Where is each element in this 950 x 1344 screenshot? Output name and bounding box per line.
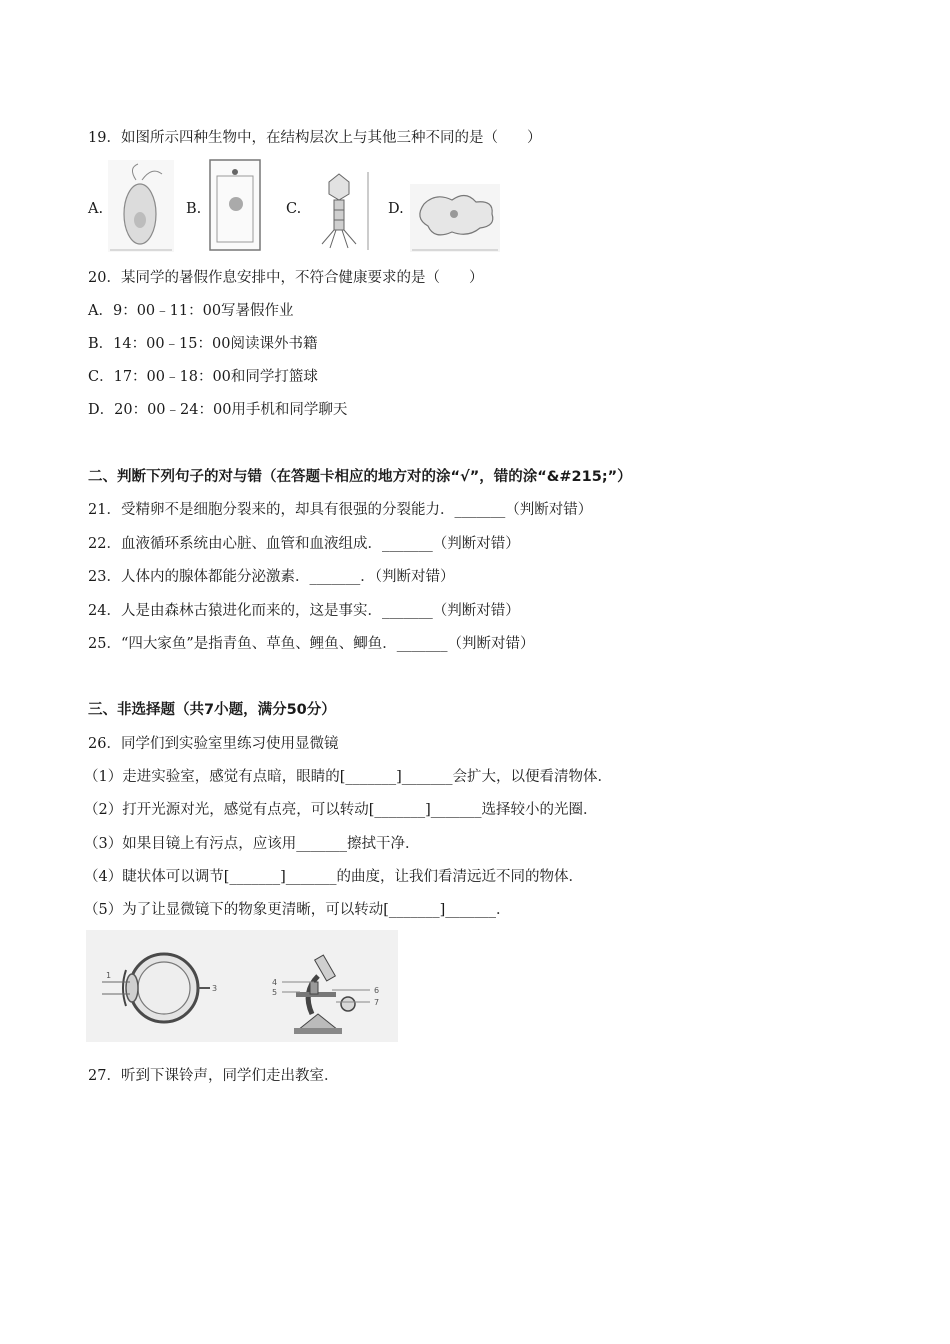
microscope-label-5: 5 (272, 988, 278, 997)
q24: 24．人是由森林古猿进化而来的，这是事实．_______（判断对错） (88, 603, 520, 619)
q26-part-5: （5）为了让显微镜下的物象更清晰，可以转动[_______]_______． (84, 902, 511, 918)
amoeba-image (410, 184, 500, 252)
q19-option-c-label: C. (286, 201, 302, 217)
eye-label-3: 3 (212, 984, 218, 993)
q26-part-3: （3）如果目镜上有污点，应该用_______擦拭干净． (84, 836, 420, 852)
q26-stem: 26．同学们到实验室里练习使用显微镜 (88, 736, 339, 752)
q26-part-4: （4）睫状体可以调节[_______]_______的曲度，让我们看清远近不同的物体． (84, 869, 584, 885)
q26-part-1: （1）走进实验室，感觉有点暗，眼睛的[_______]_______会扩大，以便看清物体． (84, 769, 613, 785)
section-3-heading: 三、非选择题（共7小题，满分50分） (88, 702, 336, 718)
eye-microscope-figure (86, 930, 398, 1042)
plant-cell-image (208, 158, 262, 252)
q27-stem: 27．听到下课铃声，同学们走出教室． (88, 1068, 339, 1084)
q22: 22．血液循环系统由心脏、血管和血液组成．_______（判断对错） (88, 536, 520, 552)
virus-image (308, 170, 370, 252)
euglena-image (108, 160, 174, 252)
q19-option-d-label: D. (388, 201, 404, 217)
q19-option-a-label: A. (88, 201, 104, 217)
microscope-label-4: 4 (272, 978, 278, 987)
q26-part-2: （2）打开光源对光，感觉有点亮，可以转动[_______]_______选择较小的光圈． (84, 802, 598, 818)
q20-option-a: A．9：00﹣11：00写暑假作业 (88, 303, 294, 319)
q20-option-d: D．20：00﹣24：00用手机和同学聊天 (88, 402, 348, 418)
eye-label-1: 1 (106, 971, 112, 980)
microscope-label-7: 7 (374, 998, 380, 1007)
q19-option-b-label: B. (186, 201, 202, 217)
q20-option-b: B．14：00﹣15：00阅读课外书籍 (88, 336, 318, 352)
q25: 25．“四大家鱼”是指青鱼、草鱼、鲤鱼、鲫鱼．_______（判断对错） (88, 636, 535, 652)
q19-stem: 19．如图所示四种生物中，在结构层次上与其他三种不同的是（ ） (88, 130, 542, 146)
q21: 21．受精卵不是细胞分裂来的，却具有很强的分裂能力．_______（判断对错） (88, 502, 593, 518)
microscope-label-6: 6 (374, 986, 380, 995)
section-2-heading: 二、判断下列句子的对与错（在答题卡相应的地方对的涂“√”，错的涂“&#215;”） (88, 469, 632, 485)
q23: 23．人体内的腺体都能分泌激素．_______．（判断对错） (88, 569, 455, 585)
q20-option-c: C．17：00﹣18：00和同学打篮球 (88, 369, 318, 385)
q20-stem: 20．某同学的暑假作息安排中，不符合健康要求的是（ ） (88, 270, 484, 286)
